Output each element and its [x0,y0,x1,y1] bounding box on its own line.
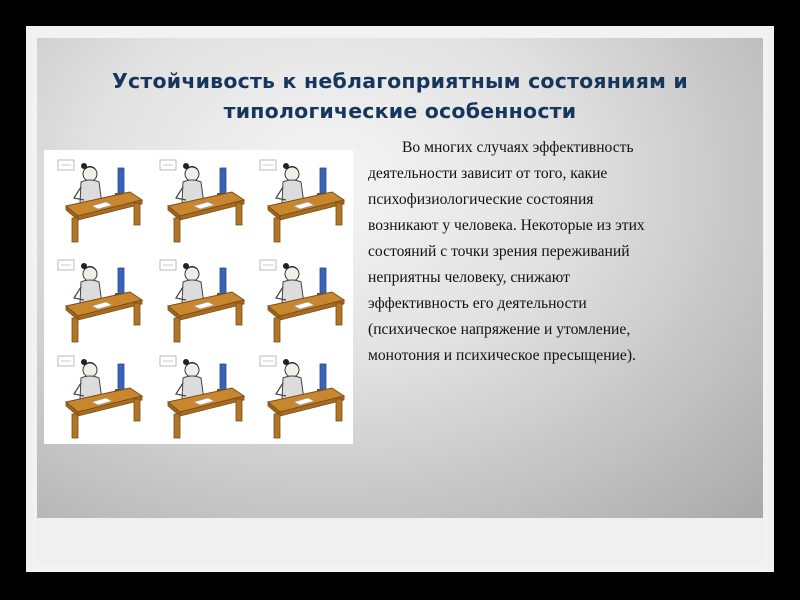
worker-figure [58,356,142,438]
worker-illustration [44,150,353,444]
slide-title [40,66,760,126]
paragraph-line: Во многих случаях эффективность [402,139,634,156]
worker-figure [260,260,344,342]
worker-figure [160,160,244,242]
paragraph-line: неприятны человеку, снижают [368,269,570,286]
worker-grid-svg [44,150,353,444]
slide-footer-strip [37,518,763,564]
paragraph-line: монотония и психическое пресыщение). [368,347,636,364]
slide-title-line-2: типологические особенности [223,99,577,123]
paragraph-line: состояний с точки зрения переживаний [368,243,630,260]
worker-figure [160,260,244,342]
worker-figure [260,160,344,242]
worker-figure [160,356,244,438]
paragraph-line: возникают у человека. Некоторые из этих [368,217,645,234]
paragraph-line: психофизиологические состояния [368,191,594,208]
worker-figure [58,160,142,242]
worker-figure [58,260,142,342]
slide-body-paragraph [368,135,738,369]
worker-figure [260,356,344,438]
paragraph-line: (психическое напряжение и утомление, [368,321,631,338]
paragraph-line: эффективность его деятельности [368,295,587,312]
slide-title-line-1: Устойчивость к неблагоприятным состояниям и [112,69,688,93]
paragraph-line: деятельности зависит от того, какие [368,165,608,182]
